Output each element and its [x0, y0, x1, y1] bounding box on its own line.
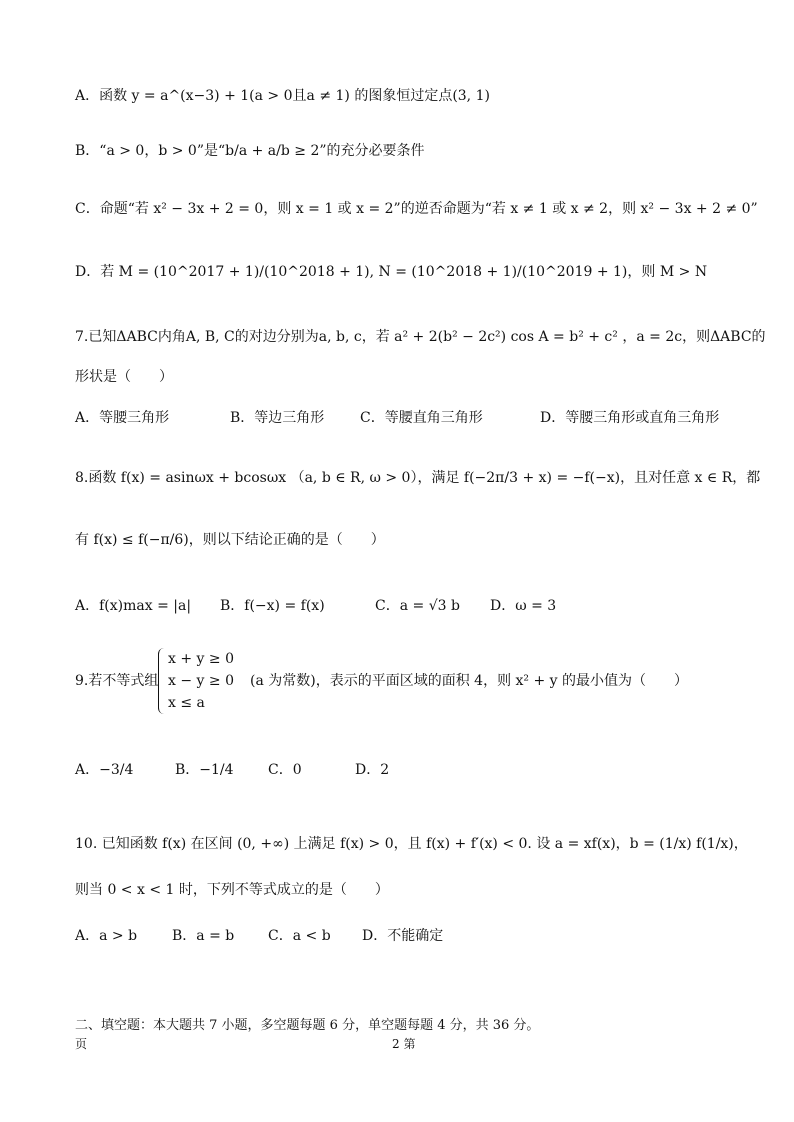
q10-option-c: C．a < b — [268, 928, 331, 944]
section-heading-fill-in: 二、填空题：本大题共 7 小题，多空题每题 6 分，单空题每题 4 分，共 36 分。 — [75, 1018, 540, 1033]
option-a-function: A．函数 y = a^(x−3) + 1(a > 0且a ≠ 1) 的图象恒过定点(3, 1) — [75, 88, 490, 104]
q8-stem-line2: 有 f(x) ≤ f(−π/6)，则以下结论正确的是（ ） — [75, 532, 385, 548]
q7-option-d: D．等腰三角形或直角三角形 — [540, 410, 720, 426]
q9-ineq-2: x − y ≥ 0 — [168, 673, 234, 689]
q9-suffix: (a 为常数)，表示的平面区域的面积 4，则 x² + y 的最小值为（ ） — [250, 673, 689, 689]
q9-prefix: 9.若不等式组 — [75, 673, 159, 689]
q8-stem-line1: 8.函数 f(x) = asinωx + bcosωx （a, b ∈ R, ω > 0），满足 f(−2π/3 + x) = −f(−x)，且对任意 x ∈ R，都 — [75, 470, 761, 486]
q9-option-d: D．2 — [355, 762, 390, 778]
q9-option-c: C．0 — [268, 762, 302, 778]
option-b-sufficient: B．“a > 0，b > 0”是“b/a + a/b ≥ 2”的充分必要条件 — [75, 143, 425, 159]
q7-stem-line1: 7.已知ΔABC内角A, B, C的对边分别为a, b, c，若 a² + 2(b² − 2c²) cos A = b² + c² ，a = 2c，则ΔABC的 — [75, 329, 766, 345]
q7-option-c: C．等腰直角三角形 — [360, 410, 483, 426]
q9-ineq-3: x ≤ a — [168, 695, 205, 711]
footer-left: 页 — [75, 1037, 88, 1051]
q7-option-a: A．等腰三角形 — [75, 410, 170, 426]
q7-option-b: B．等边三角形 — [230, 410, 325, 426]
q10-stem-line1: 10. 已知函数 f(x) 在区间 (0, +∞) 上满足 f(x) > 0，且 f(x) + f′(x) < 0. 设 a = xf(x)，b = (1/x) f(1/x)， — [75, 836, 748, 852]
q8-option-b: B．f(−x) = f(x) — [220, 598, 325, 614]
q9-option-a: A．−3/4 — [75, 762, 134, 778]
q9-option-b: B．−1/4 — [175, 762, 234, 778]
q10-option-d: D．不能确定 — [362, 928, 444, 944]
q7-stem-line2: 形状是（ ） — [75, 369, 173, 385]
q9-ineq-1: x + y ≥ 0 — [168, 651, 234, 667]
q8-option-d: D．ω = 3 — [490, 598, 557, 614]
q10-stem-line2: 则当 0 < x < 1 时，下列不等式成立的是（ ） — [75, 882, 389, 898]
q9-brace — [158, 648, 167, 714]
option-d-compare: D．若 M = (10^2017 + 1)/(10^2018 + 1), N = (10^2018 + 1)/(10^2019 + 1)，则 M > N — [75, 264, 708, 280]
footer-page-number: 2 第 — [392, 1037, 416, 1051]
q9-system — [158, 648, 234, 714]
option-c-contrapositive: C．命题“若 x² − 3x + 2 = 0，则 x = 1 或 x = 2”的逆否命题为“若 x ≠ 1 或 x ≠ 2，则 x² − 3x + 2 ≠ 0” — [75, 201, 758, 217]
q10-option-a: A．a > b — [75, 928, 138, 944]
q8-option-c: C．a = √3 b — [375, 598, 460, 614]
q10-option-b: B．a = b — [172, 928, 235, 944]
q8-option-a: A．f(x)max = |a| — [75, 598, 192, 614]
